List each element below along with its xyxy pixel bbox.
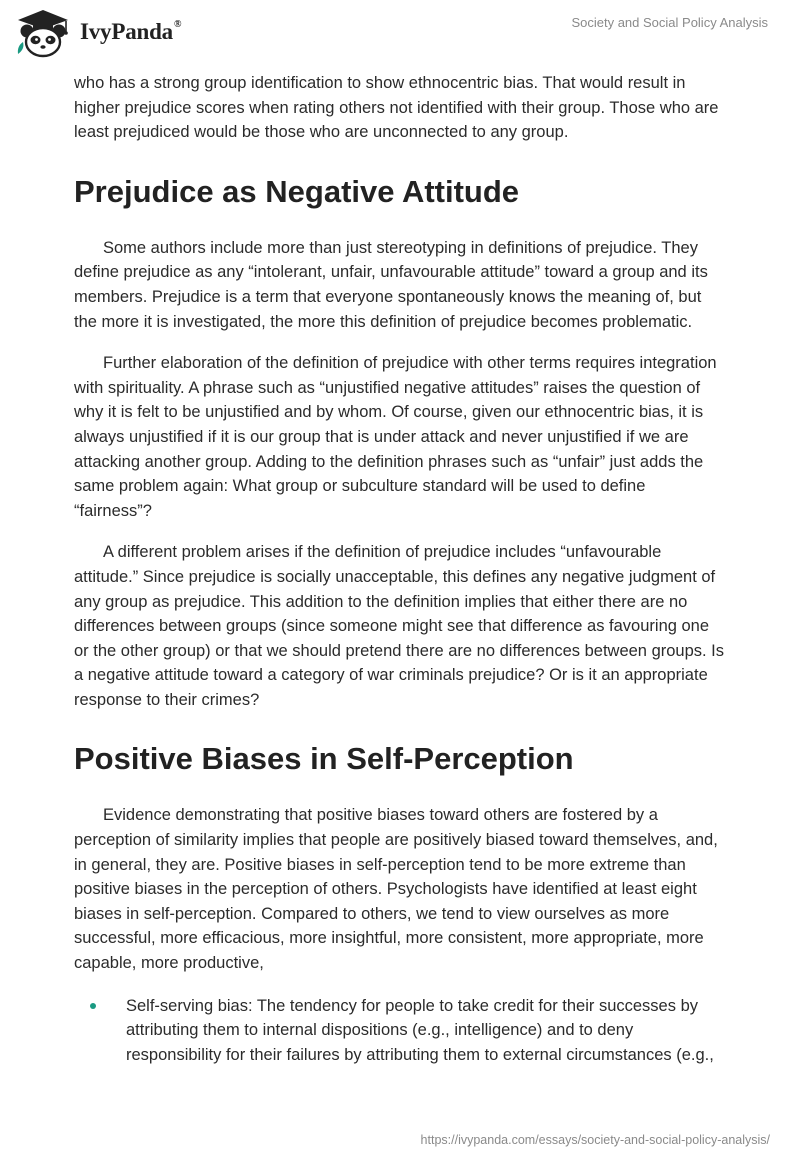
paragraph: Evidence demonstrating that positive biases toward others are fostered by a perception of similarity implies that people are positively biased toward themselves, and, in general, they are. Positive biases in self-perception tend to be more extreme than positive biases in the perception of others. Psychologists have identified at least eight biases in self-perception. Compared to others, we tend to view ourselves as more successful, more efficacious, more insightful, more consistent, more appropriate, more capable, more productive, bbox=[74, 806, 718, 973]
brand-logo[interactable] bbox=[14, 8, 181, 58]
registered-mark: ® bbox=[173, 19, 182, 31]
paragraph: A different problem arises if the definition of prejudice includes “unfavourable attitude.” Since prejudice is socially unacceptable, this defines any negative judgment of any group as prejudice. This addition to the definition implies that either there are no differences between groups (since someone might see that difference as favouring one or the other group) or that we should pretend there are no differences between groups. Is a negative attitude toward a category of war criminals prejudice? Or is it an appropriate response to their crimes? bbox=[74, 543, 725, 709]
bullet-list bbox=[74, 994, 726, 1068]
article-body bbox=[74, 71, 726, 1067]
intro-paragraph: who has a strong group identification to show ethnocentric bias. That would result in higher prejudice scores when rating others not identified with their group. Those who are least prejudiced would be those who are unconnected to any group. bbox=[74, 74, 719, 142]
document-title: Society and Social Policy Analysis bbox=[571, 15, 768, 30]
section-heading-self-perception: Positive Biases in Self-Perception bbox=[74, 741, 574, 777]
page-header bbox=[0, 0, 800, 64]
list-item-text: Self-serving bias: The tendency for people to take credit for their successes by attributing them to internal dispositions (e.g., intelligence) and to deny responsibility for their failures by attributing them to external circumstances (e.g., bbox=[126, 996, 714, 1064]
paragraph: Some authors include more than just stereotyping in definitions of prejudice. They define prejudice as any “intolerant, unfair, unfavourable attitude” toward a group and its members. Prejudice is a term that everyone spontaneously knows the meaning of, but the more it is investigated, the more this definition of prejudice becomes problematic. bbox=[74, 238, 708, 331]
brand-name: IvyPanda® bbox=[80, 19, 182, 44]
list-item bbox=[74, 994, 726, 1068]
source-url-link[interactable]: https://ivypanda.com/essays/society-and-social-policy-analysis/ bbox=[420, 1133, 770, 1147]
panda-graduate-icon bbox=[14, 8, 72, 58]
bullet-icon bbox=[90, 1003, 96, 1009]
section-heading-prejudice: Prejudice as Negative Attitude bbox=[74, 173, 520, 209]
paragraph: Further elaboration of the definition of prejudice with other terms requires integration with spirituality. A phrase such as “unjustified negative attitudes” raises the question of why it is felt to be unjustified and by whom. Of course, given our ethnocentric bias, it is always unjustified if it is our group that is under attack and never unjustified if we are attacking another group. Adding to the definition phrases such as “unfair” just adds the same problem again: What group or subculture standard will be used to define “fairness”? bbox=[74, 354, 717, 520]
